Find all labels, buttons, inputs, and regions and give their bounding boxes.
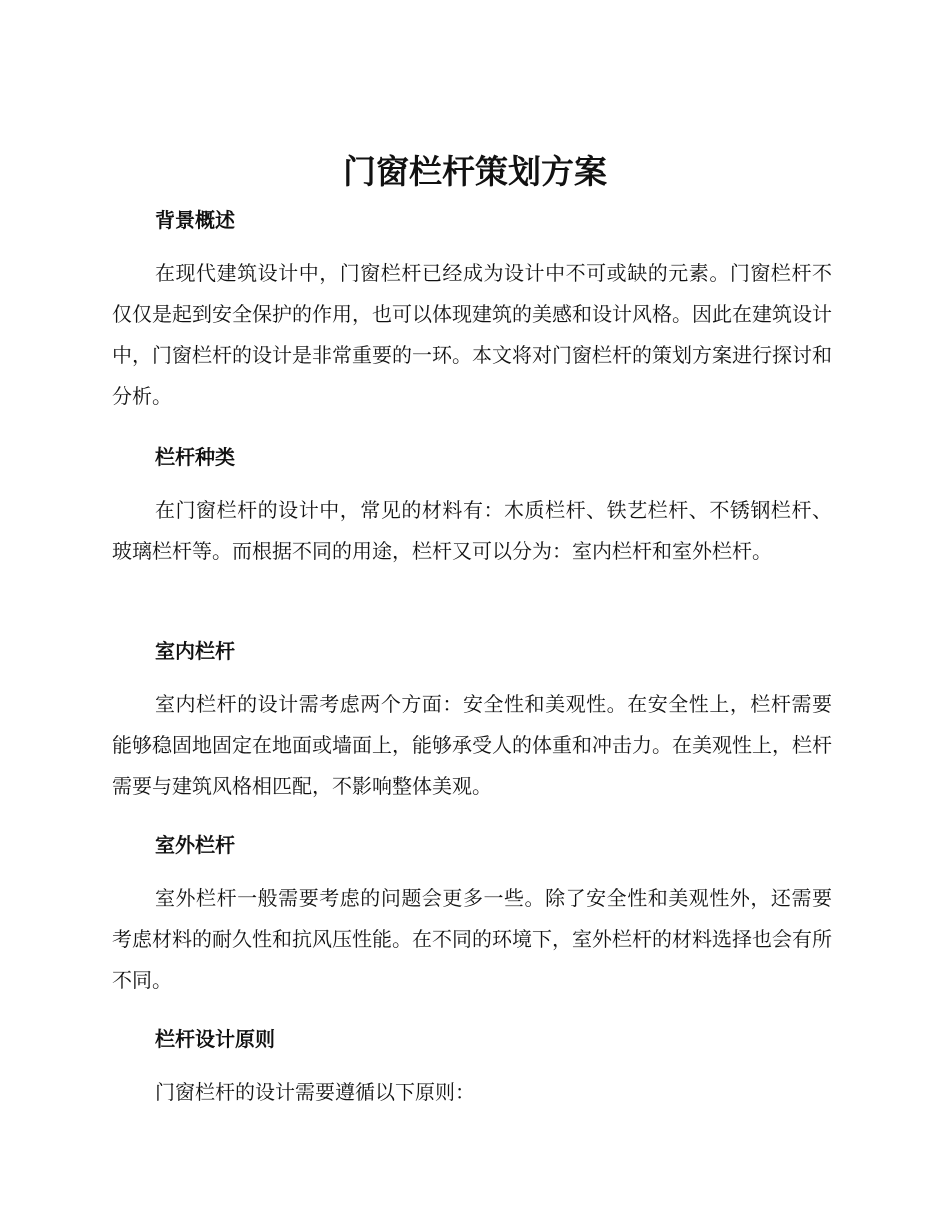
document-title: 门窗栏杆策划方案 <box>343 152 607 191</box>
section-paragraph-indoor-railing: 室内栏杆的设计需考虑两个方面：安全性和美观性。在安全性上，栏杆需要能够稳固地固定在地面或墙面上，能够承受人的体重和冲击力。在美观性上，栏杆需要与建筑风格相匹配，不影响整体美观。 <box>112 692 832 798</box>
section-paragraph-design-principles: 门窗栏杆的设计需要遵循以下原则： <box>155 1080 475 1104</box>
section-paragraph-outdoor-railing: 室外栏杆一般需要考虑的问题会更多一些。除了安全性和美观性外，还需要考虑材料的耐久性和抗风压性能。在不同的环境下，室外栏杆的材料选择也会有所不同。 <box>112 886 832 992</box>
section-heading-railing-types: 栏杆种类 <box>155 445 235 469</box>
section-heading-background: 背景概述 <box>155 208 235 232</box>
section-paragraph-background: 在现代建筑设计中，门窗栏杆已经成为设计中不可或缺的元素。门窗栏杆不仅仅是起到安全保护的作用，也可以体现建筑的美感和设计风格。因此在建筑设计中，门窗栏杆的设计是非常重要的一环。本文将对门窗栏杆的策划方案进行探讨和分析。 <box>112 261 832 408</box>
section-paragraph-railing-types: 在门窗栏杆的设计中，常见的材料有：木质栏杆、铁艺栏杆、不锈钢栏杆、玻璃栏杆等。而根据不同的用途，栏杆又可以分为：室内栏杆和室外栏杆。 <box>112 498 832 563</box>
section-heading-outdoor-railing: 室外栏杆 <box>155 833 235 857</box>
section-heading-design-principles: 栏杆设计原则 <box>155 1027 275 1051</box>
section-heading-indoor-railing: 室内栏杆 <box>155 639 235 663</box>
